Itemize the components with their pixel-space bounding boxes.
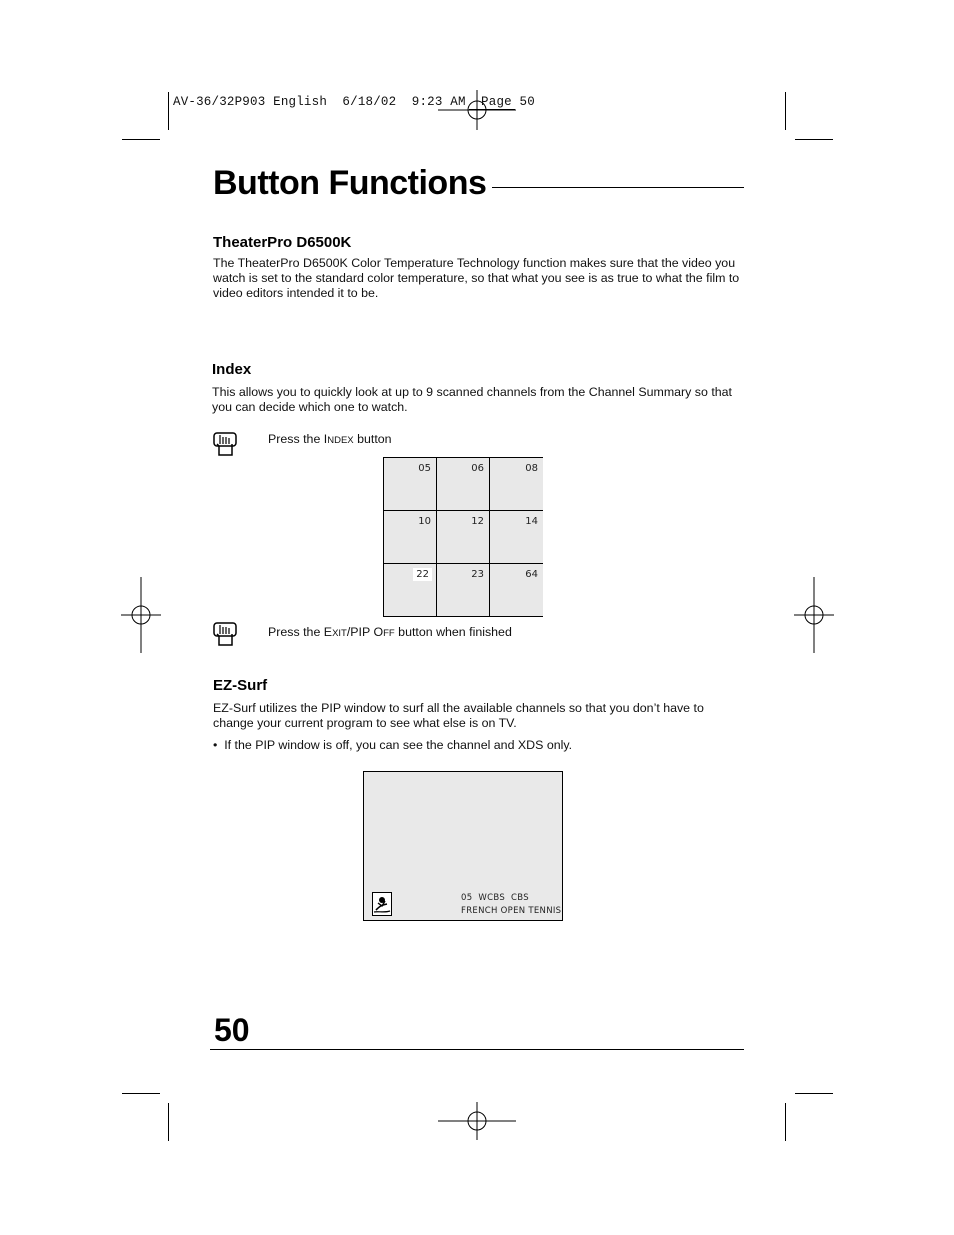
theaterpro-heading: TheaterPro D6500K xyxy=(213,234,352,251)
tv-channel-info xyxy=(461,892,561,918)
hand-press-icon xyxy=(213,431,238,457)
channel-cell[interactable]: 23 xyxy=(437,564,490,617)
page-number: 50 xyxy=(214,1012,250,1048)
index-step-2: Press the EXIT/PIP OFF button when finished xyxy=(268,625,512,639)
title-rule xyxy=(492,187,744,188)
footer-rule xyxy=(210,1049,744,1050)
index-heading: Index xyxy=(212,361,252,378)
index-text: This allows you to quickly look at up to 9 scanned channels from the Channel Summary so that you can decide which one to watch. xyxy=(212,385,732,414)
bullet-dot: • xyxy=(213,738,225,752)
channel-cell[interactable]: 05 xyxy=(384,458,437,511)
channel-cell[interactable]: 12 xyxy=(437,511,490,564)
channel-cell[interactable]: 14 xyxy=(490,511,543,564)
index-step-1: Press the INDEX button xyxy=(268,432,392,446)
page-title: Button Functions xyxy=(213,164,487,202)
registration-mark-bottom xyxy=(438,1102,516,1140)
print-header-underline xyxy=(469,109,515,110)
registration-mark-left xyxy=(121,577,161,653)
ezsurf-text: EZ-Surf utilizes the PIP window to surf all the available channels so that you don’t have to change your current program to see what else is on TV. xyxy=(213,701,704,730)
channel-cell-selected[interactable]: 22 xyxy=(384,564,437,617)
ezsurf-heading: EZ-Surf xyxy=(213,677,268,694)
channel-index-grid xyxy=(383,457,543,617)
channel-cell[interactable]: 10 xyxy=(384,511,437,564)
channel-cell[interactable]: 08 xyxy=(490,458,543,511)
tv-screen xyxy=(363,771,563,921)
channel-cell[interactable]: 06 xyxy=(437,458,490,511)
ez-surf-icon xyxy=(372,892,392,916)
ezsurf-bullet: • If the PIP window is off, you can see the channel and XDS only. xyxy=(213,738,573,752)
registration-mark-right xyxy=(794,577,834,653)
print-header: AV-36/32P903 English 6/18/02 9:23 AM Page 50 xyxy=(173,95,535,109)
tv-program-line: FRENCH OPEN TENNIS xyxy=(461,906,562,916)
tv-channel-line: 05 WCBS CBS xyxy=(461,893,529,903)
theaterpro-text: The TheaterPro D6500K Color Temperature Technology function makes sure that the video you watch is set to the standard color temperature, so that what you see is as true to what the film to video editors intended it to be. xyxy=(213,256,740,300)
channel-cell[interactable]: 64 xyxy=(490,564,543,617)
hand-press-icon xyxy=(213,621,238,647)
